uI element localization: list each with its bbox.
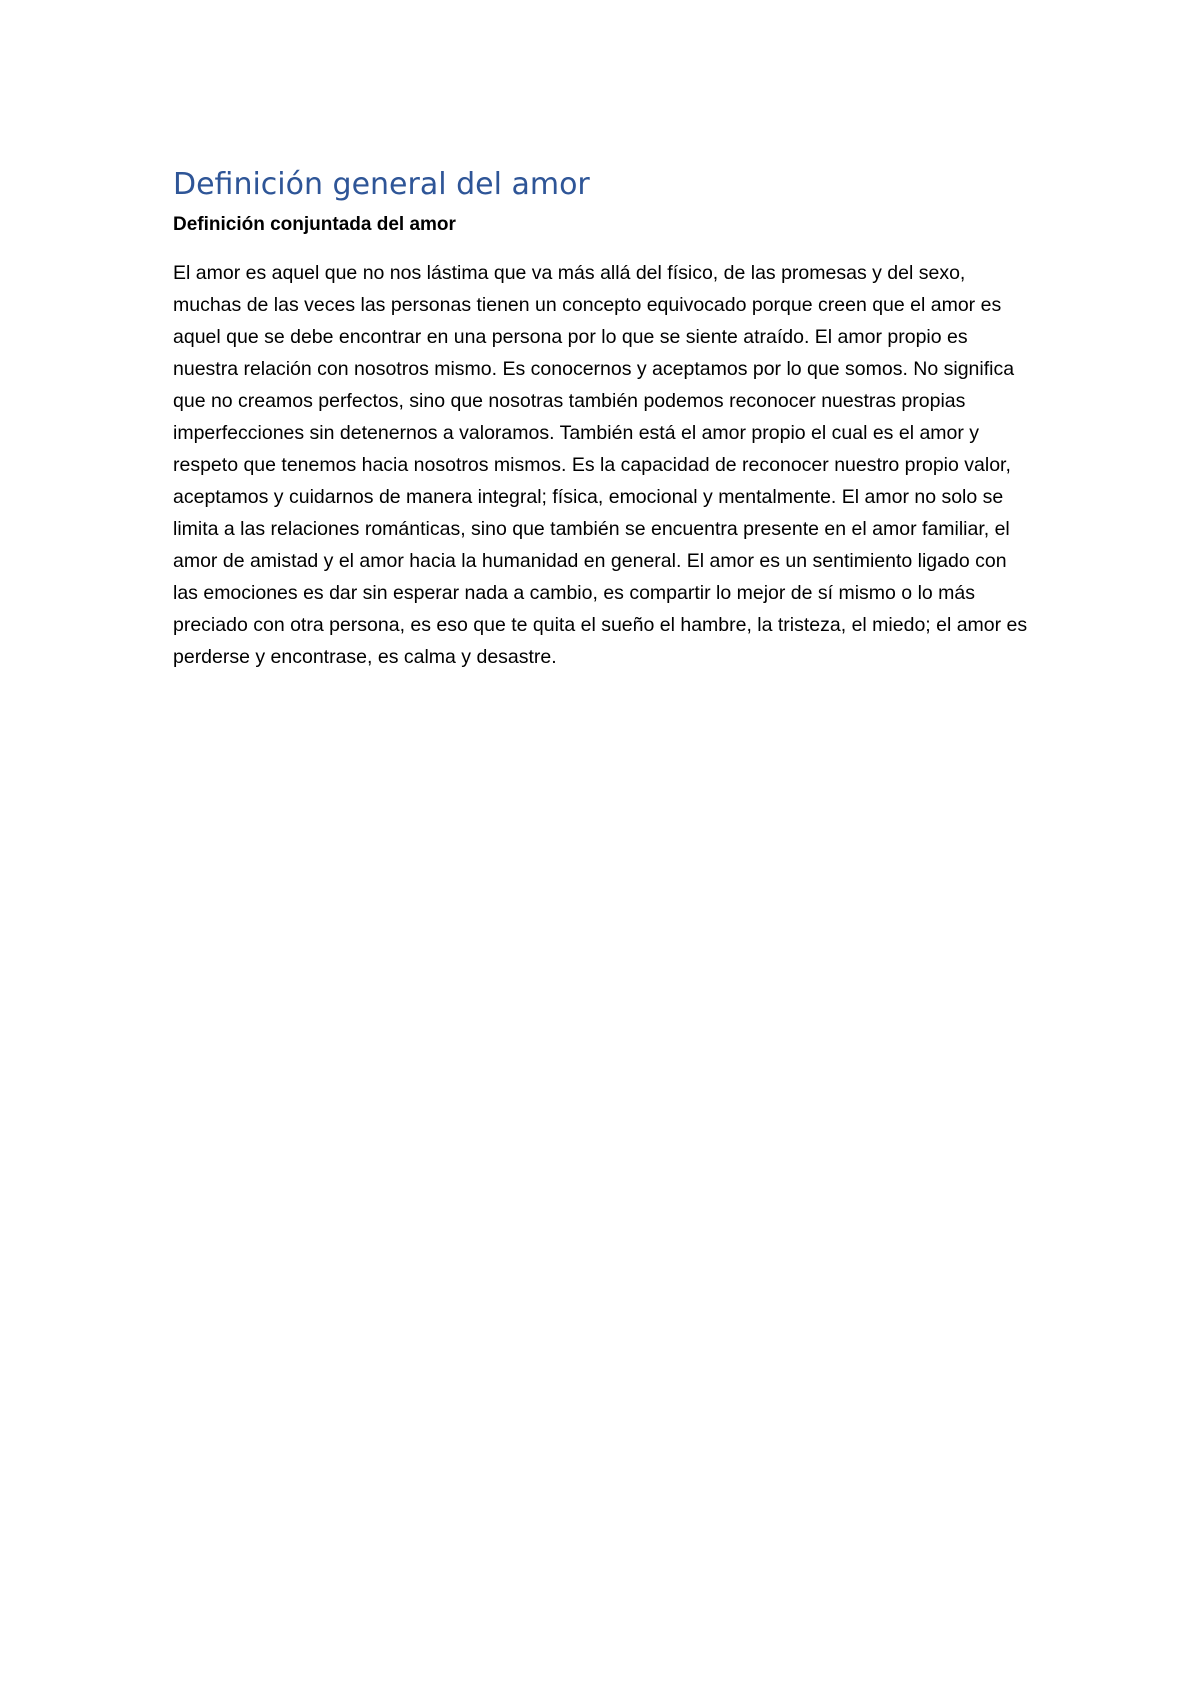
section-subtitle: Definición conjuntada del amor (173, 214, 456, 235)
page-title: Definición general del amor (173, 167, 590, 202)
document-content (173, 166, 1033, 673)
body-paragraph: El amor es aquel que no nos lástima que va más allá del físico, de las promesas y del sexo, muchas de las veces las personas tienen un concepto equivocado porque creen que el amor es aquel que se debe encontrar en una persona por lo que se siente atraído. El amor propio es nuestra relación con nosotros mismo. Es conocernos y aceptamos por lo que somos. No significa que no creamos perfectos, sino que nosotras también podemos reconocer nuestras propias imperfecciones sin detenernos a valoramos. También está el amor propio el cual es el amor y respeto que tenemos hacia nosotros mismos. Es la capacidad de reconocer nuestro propio valor, aceptamos y cuidarnos de manera integral; física, emocional y mentalmente. El amor no solo se limita a las relaciones románticas, sino que también se encuentra presente en el amor familiar, el amor de amistad y el amor hacia la humanidad en general. El amor es un sentimiento ligado con las emociones es dar sin esperar nada a cambio, es compartir lo mejor de sí mismo o lo más preciado con otra persona, es eso que te quita el sueño el hambre, la tristeza, el miedo; el amor es perderse y encontrase, es calma y desastre. (173, 262, 1028, 668)
